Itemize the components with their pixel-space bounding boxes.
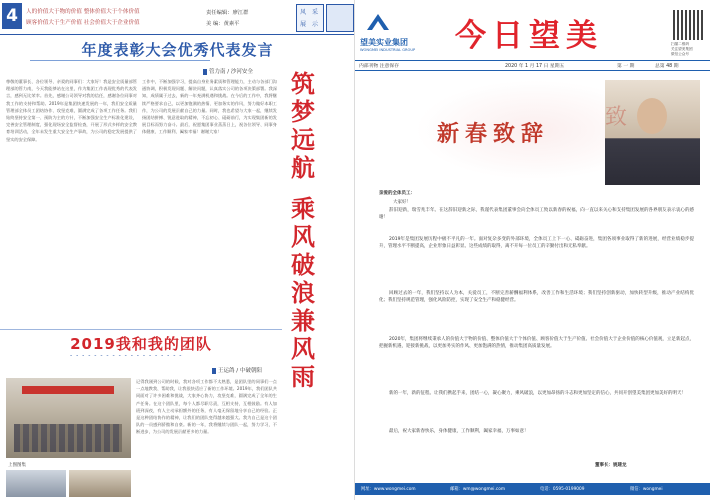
headline-underline [30, 60, 210, 61]
article-2-headline: 2019我和我的团队 [70, 335, 212, 353]
art-editor: 美 编：黄素平 [206, 21, 240, 27]
team-banner [22, 386, 114, 394]
qr-caption-1: 扫描二维码 [671, 42, 689, 46]
company-name: 望美实业集团 [360, 38, 408, 47]
team-photo [6, 378, 131, 458]
info-internal: 内部刊物 注意保存 [359, 64, 399, 69]
info-page: 第 一 期 [617, 64, 635, 69]
speech-paragraph-1: 辞旧迎新，瑞雪兆丰年。在这辞旧迎新之际，我谨代表集团董事会向全体员工致以新春的祝福，向一直以来关心和支持集团发展的各界朋友表示衷心的感谢！ [379, 208, 694, 221]
article-1-headline: 年度表彰大会优秀代表发言 [81, 41, 274, 59]
header-divider [0, 34, 355, 35]
speech-salutation: 亲爱的全体员工： [379, 191, 415, 196]
issue-info-bar [355, 60, 710, 71]
qr-code-icon [673, 10, 703, 40]
masthead-title: 今日望美 [455, 18, 603, 54]
badge-char-3: 展 [300, 21, 307, 28]
footer-website: 网址：www.wongmei.com [361, 487, 416, 492]
author-marker [203, 69, 207, 75]
qr-caption-2: 关注望美集团 [671, 47, 693, 51]
slogan-line-1: 人的价值大于物的价值 整体价值大于个体价值 [26, 9, 140, 15]
section-badge [296, 4, 324, 32]
page-number: 4 [2, 3, 22, 29]
article-1-author-text: 管力南 / 沙河安全 [209, 69, 253, 75]
speech-paragraph-5: 新的一年，新的征程。让我们携起手来，团结一心，凝心聚力，乘风破浪，以更加昂扬的斗志和更加坚定的信心，共同开创望美集团更加美好的明天！ [389, 391, 686, 396]
chief-editor: 责任编辑：廖江群 [206, 10, 249, 16]
section-badge-decor [326, 4, 354, 32]
company-name-english: WONGMEI INDUSTRIAL GROUP [360, 48, 416, 52]
company-logo-icon [365, 12, 391, 34]
article-2-author [212, 366, 262, 374]
article-1-author [203, 67, 253, 75]
headline-dashes: - - - - - - - - - - - - - - - - - - - [70, 352, 183, 359]
speech-greeting: 大家好！ [393, 200, 411, 205]
right-page [355, 0, 710, 500]
info-issue: 总第 48 期 [655, 64, 679, 69]
vertical-slogan-2: 乘风破浪兼风雨 [291, 194, 315, 391]
qr-caption-3: 微信公众号 [671, 52, 689, 56]
speech-paragraph-3: 回顾过去的一年，我们坚持以人为本，关爱员工，不断完善薪酬福利体系，改善工作和生活环境；我们坚持创新驱动，加快转型升级，推动产业结构优化；我们坚持规范管理，强化风险防控，实现了安全生产和稳健经营。 [379, 291, 694, 304]
team-people [14, 424, 122, 452]
badge-char-4: 示 [312, 21, 319, 28]
author-marker-2 [212, 368, 216, 374]
article-1-column-1: 尊敬的董事长、各位领导、亲爱的同事们：大家好！我是安全质量部管理部的管力南，今天我能够站在这里，作为集团工作表现优秀的代表发言，感到无比荣幸。首先，感谢公司领导对我的信任，感谢各位同事对我工作的支持和帮助。2019年是集团快速发展的一年，我们安全质量管理部全体员工团结协作、攻坚克难，圆满完成了各项工作任务。我们始终坚持安全第一、预防为主的方针，不断加强安全生产标准化建设，完善安全管理制度，强化现场安全监督检查，开展了形式多样的安全教育培训活动，全年未发生重大安全生产事故，为公司的稳定发展提供了坚实的安全保障。 [6, 79, 137, 142]
speech-title: 新春致辞 [437, 121, 550, 147]
article-2-text: 记得我刚到公司的时候，我对各项工作都不太熟悉，是团队里的同事们一点一点地教我、帮助我，让我很快适应了新的工作环境。2019年，我们团队共同面对了许多困难和挑战，大家齐心协力，攻坚克难，圆满完成了全年的生产任务。在这个团队里，每个人都尽职尽责，互相支持，互相鼓励。有人加班到深夜，有人主动承担额外的任务，有人毫无保留地分享自己的经验。正是这种团结协作的精神，让我们的团队变得越来越强大。我为自己是这个团队的一员感到骄傲和自豪。新的一年，我将继续与团队一起，努力学习，不断进步，为公司的发展贡献更多的力量。 [136, 379, 277, 435]
qr-caption [671, 42, 693, 57]
speech-paragraph-2: 2019年是集团发展历程中极不平凡的一年。面对复杂多变的外部环境，全体员工上下一心、砥砺奋进，集团各项事业取得了新的进展，经营业绩稳步提升，管理水平不断提高，企业形象日益彰显。这些成绩的取得，离不开每一位员工的辛勤付出和无私奉献。 [379, 237, 694, 250]
article-2-author-text: 王运鸽 / 中破朝阳 [218, 368, 262, 374]
chairman-face [637, 98, 667, 134]
photo-thumb-1 [6, 470, 66, 497]
section-divider [0, 329, 282, 330]
vertical-slogan-1: 筑梦远航 [291, 69, 315, 182]
footer-bar [355, 483, 710, 495]
info-date: 2020 年 1 月 17 日 星期五 [505, 64, 565, 69]
article-1-column-2: 工作中，不断加强学习，提高自身业务素质和管理能力，主动与各部门沟通协调，积极发现问题、解决问题，认真落实公司的各项决策部署。我深知，成绩属于过去，新的一年充满机遇和挑战。在今后的工作中，我将继续严格要求自己，以更加饱满的热情、更加务实的作风，努力做好本职工作，为公司的发展贡献自己的力量。同时，我也希望与大家一起，继续发扬团结拼搏、锐意进取的精神，不忘初心、砥砺前行，为实现集团新的发展目标而努力奋斗。最后，祝愿集团事业蒸蒸日上，祝各位领导、同事身体健康、工作顺利、阖家幸福！谢谢大家！ [142, 79, 277, 135]
photo-caption: 上图图集 [8, 463, 26, 468]
badge-char-2: 采 [312, 9, 319, 16]
speech-signature: 董事长：姚建龙 [595, 463, 627, 468]
badge-char-1: 风 [300, 9, 307, 16]
speech-paragraph-6: 最后，祝大家新春快乐，身体健康，工作顺利，阖家幸福，万事如意！ [389, 429, 529, 434]
footer-phone: 电话：0595-0199009 [540, 487, 585, 492]
slogan-line-2: 顾客价值大于生产价值 社会价值大于企业价值 [26, 20, 140, 26]
photo-thumb-2 [69, 470, 131, 497]
speech-paragraph-4: 2020年，集团将继续秉承人的价值大于物的价值、整体价值大于个体价值、顾客价值大于生产价值、社会价值大于企业价值的核心价值观，立足新起点，把握新机遇，迎接新挑战，以更加务实的作风、更加饱满的热情，推动集团高质量发展。 [379, 337, 694, 350]
footer-wechat: 微信：wongmei [630, 487, 663, 492]
footer-email: 邮箱：wm@wongmei.com [450, 487, 506, 492]
chairman-photo [605, 80, 700, 185]
photo-watermark-icon: 致 [605, 105, 628, 130]
